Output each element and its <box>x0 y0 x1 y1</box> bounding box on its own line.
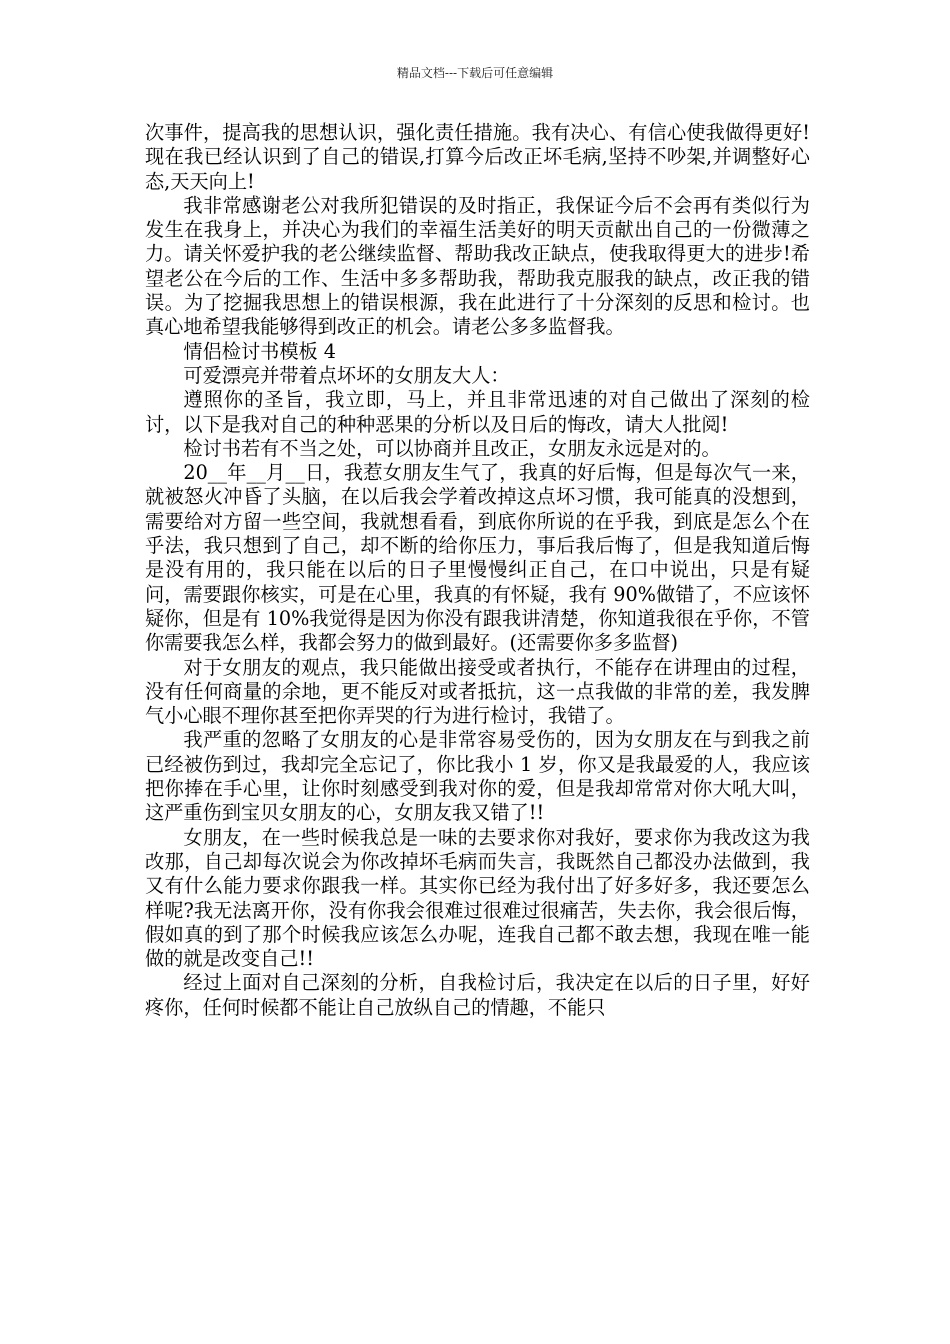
salutation: 可爱漂亮并带着点坏坏的女朋友大人： <box>183 363 510 387</box>
paragraph: 女朋友，在一些时候我总是一味的去要求你对我好，要求你为我改这为我改那，自己却每次说会为你改掉坏毛病而失言，我既然自己都没办法做到，我又有什么能力要求你跟我一样。其实你已经为我付出了好多好多，我还要怎么样呢?我无法离开你，没有你我会很难过很难过很痛苦，失去你，我会很后悔，假如真的到了那个时候我应该怎么办呢，连我自己都不敢去想，我现在唯一能做的就是改变自己!! <box>145 825 810 971</box>
paragraph: 次事件，提高我的思想认识，强化责任措施。我有决心、有信心使我做得更好!现在我已经认识到了自己的错误,打算今后改正坏毛病,坚持不吵架,并调整好心态,天天向上! <box>145 121 810 193</box>
paragraph: 我严重的忽略了女朋友的心是非常容易受伤的，因为女朋友在与到我之前已经被伤到过，我却完全忘记了，你比我小 1 岁，你又是我最爱的人，我应该把你捧在手心里，让你时刻感受到我对你的爱，但是我却常常对你大吼大叫，这严重伤到宝贝女朋友的心，女朋友我又错了!! <box>145 728 810 825</box>
document-body <box>145 121 810 1020</box>
paragraph: 遵照你的圣旨，我立即，马上，并且非常迅速的对自己做出了深刻的检讨，以下是我对自己的种种恶果的分析以及日后的悔改，请大人批阅! <box>145 388 810 436</box>
paragraph: 20__年__月__日，我惹女朋友生气了，我真的好后悔，但是每次气一来，就被怒火冲昏了头脑，在以后我会学着改掉这点坏习惯，我可能真的没想到，需要给对方留一些空间，我就想看看，到底你所说的在乎我，到底是怎么个在乎法，我只想到了自己，却不断的给你压力，事后我后悔了，但是我知道后悔是没有用的，我只能在以后的日子里慢慢纠正自己，在口中说出，只是有疑问，需要跟你核实，可是在心里，我真的有怀疑，我有 90%做错了，不应该怀疑你，但是有 10%我觉得是因为你没有跟我讲清楚，你知道我很在乎你，不管你需要我怎么样，我都会努力的做到最好。(还需要你多多监督) <box>145 461 810 655</box>
page-header: 精品文档---下载后可任意编辑 <box>396 66 554 80</box>
paragraph: 对于女朋友的观点，我只能做出接受或者执行，不能存在讲理由的过程，没有任何商量的余地，更不能反对或者抵抗，这一点我做的非常的差，我发脾气小心眼不理你甚至把你弄哭的行为进行检讨，我错了。 <box>145 655 810 728</box>
section-heading: 情侣检讨书模板 4 <box>183 339 337 363</box>
paragraph: 我非常感谢老公对我所犯错误的及时指正，我保证今后不会再有类似行为发生在我身上，并决心为我们的幸福生活美好的明天贡献出自己的一份微薄之力。请关怀爱护我的老公继续监督、帮助我改正缺点，使我取得更大的进步!希望老公在今后的工作、生活中多多帮助我，帮助我克服我的缺点，改正我的错误。为了挖掘我思想上的错误根源，我在此进行了十分深刻的反思和检讨。也真心地希望我能够得到改正的机会。请老公多多监督我。 <box>145 193 810 339</box>
paragraph: 经过上面对自己深刻的分析，自我检讨后，我决定在以后的日子里，好好疼你，任何时候都不能让自己放纵自己的情趣，不能只 <box>145 971 810 1019</box>
paragraph: 检讨书若有不当之处，可以协商并且改正，女朋友永远是对的。 <box>183 436 721 460</box>
